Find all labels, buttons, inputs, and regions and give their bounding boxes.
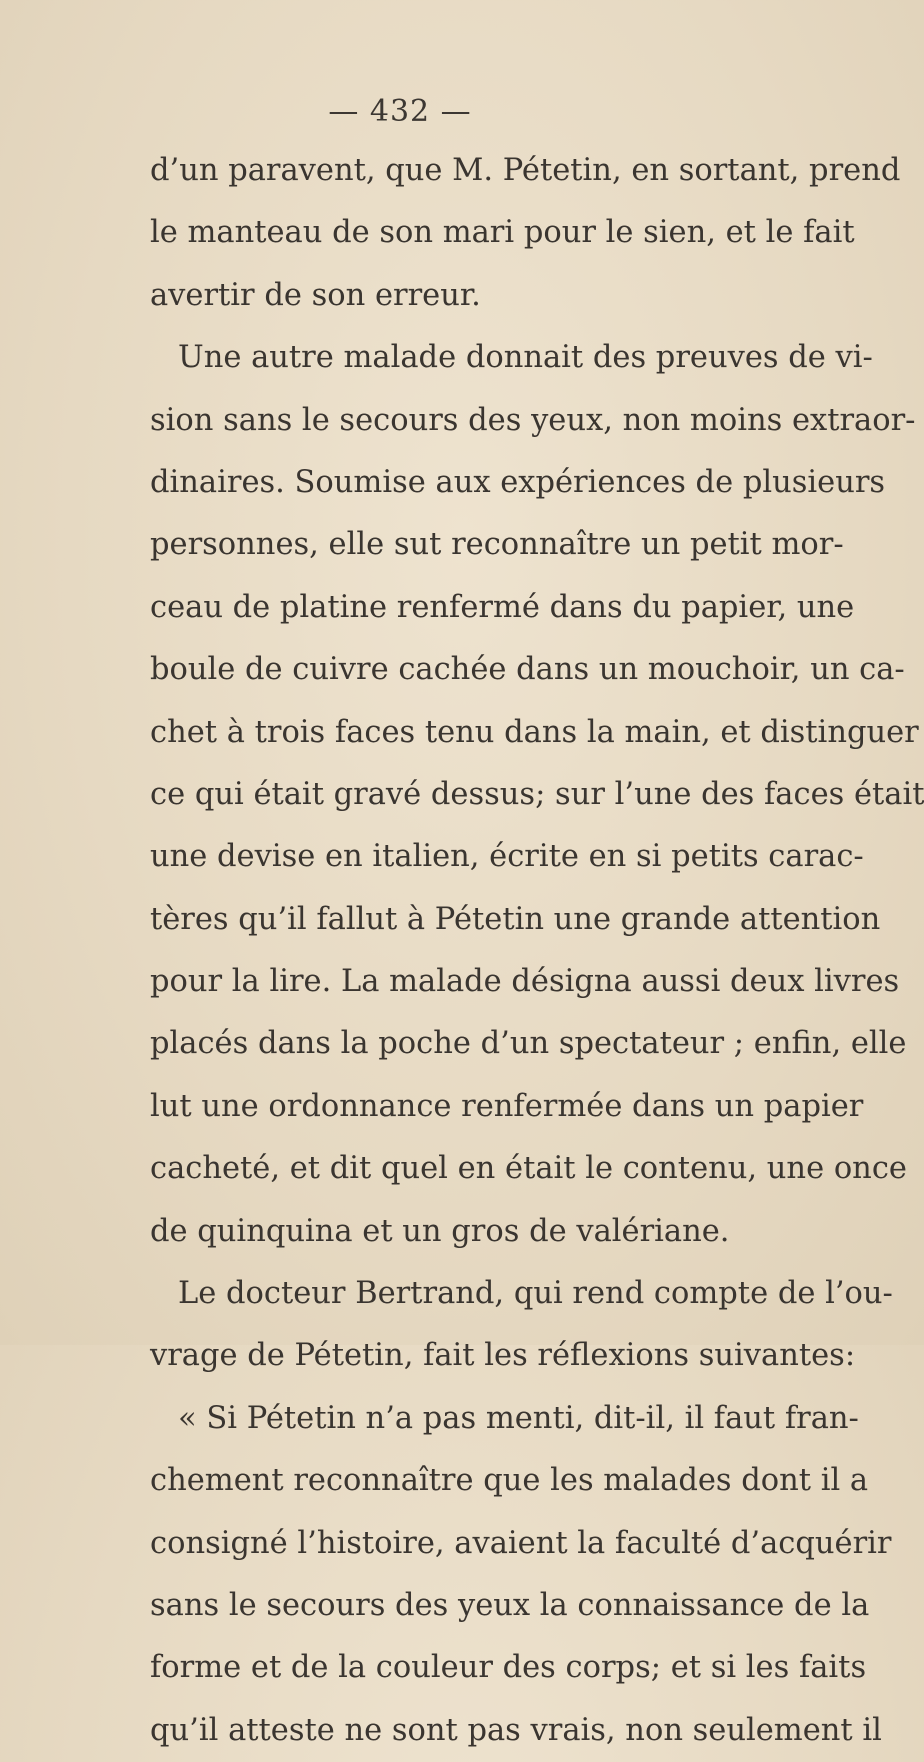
text-line: qu’il atteste ne sont pas vrais, non seulement il: [150, 1712, 882, 1748]
text-line: Le docteur Bertrand, qui rend compte de l’ou-: [178, 1276, 893, 1312]
text-line: sans le secours des yeux la connaissance de la: [150, 1587, 870, 1623]
body-text: [150, 140, 924, 1762]
text-line: une devise en italien, écrite en si petits carac-: [150, 839, 864, 875]
text-line: forme et de la couleur des corps; et si les faits: [150, 1650, 867, 1686]
text-line: de quinquina et un gros de valériane.: [150, 1213, 730, 1249]
text-line: cacheté, et dit quel en était le contenu, une once: [150, 1151, 907, 1187]
text-line: chement reconnaître que les malades dont il a: [150, 1463, 869, 1499]
text-line: dinaires. Soumise aux expériences de plusieurs: [150, 464, 886, 500]
text-line: personnes, elle sut reconnaître un petit mor-: [150, 527, 844, 563]
text-line: pour la lire. La malade désigna aussi deux livres: [150, 964, 900, 1000]
text-line: d’un paravent, que M. Pétetin, en sortant, prend: [150, 153, 901, 188]
text-line: vrage de Pétetin, fait les réflexions suivantes:: [150, 1338, 856, 1374]
text-line: le manteau de son mari pour le sien, et le fait: [150, 215, 855, 251]
page-number: — 432 —: [328, 94, 472, 129]
text-line: ce qui était gravé dessus; sur l’une des faces était: [150, 776, 924, 812]
text-line: consigné l’histoire, avaient la faculté d’acquérir: [150, 1525, 892, 1561]
text-line: placés dans la poche d’un spectateur ; enfin, elle: [150, 1026, 907, 1062]
text-line: boule de cuivre cachée dans un mouchoir, un ca-: [150, 652, 905, 688]
text-line: chet à trois faces tenu dans la main, et distinguer: [150, 714, 919, 750]
text-line: tères qu’il fallut à Pétetin une grande attention: [150, 901, 881, 937]
text-line: Une autre malade donnait des preuves de vi-: [178, 340, 873, 376]
text-line: « Si Pétetin n’a pas menti, dit-il, il faut fran-: [178, 1400, 859, 1436]
text-line: avertir de son erreur.: [150, 277, 481, 313]
text-line: ceau de platine renfermé dans du papier, une: [150, 589, 855, 625]
text-line: lut une ordonnance renfermée dans un papier: [150, 1088, 864, 1124]
text-line: sion sans le secours des yeux, non moins extraor-: [150, 402, 916, 438]
